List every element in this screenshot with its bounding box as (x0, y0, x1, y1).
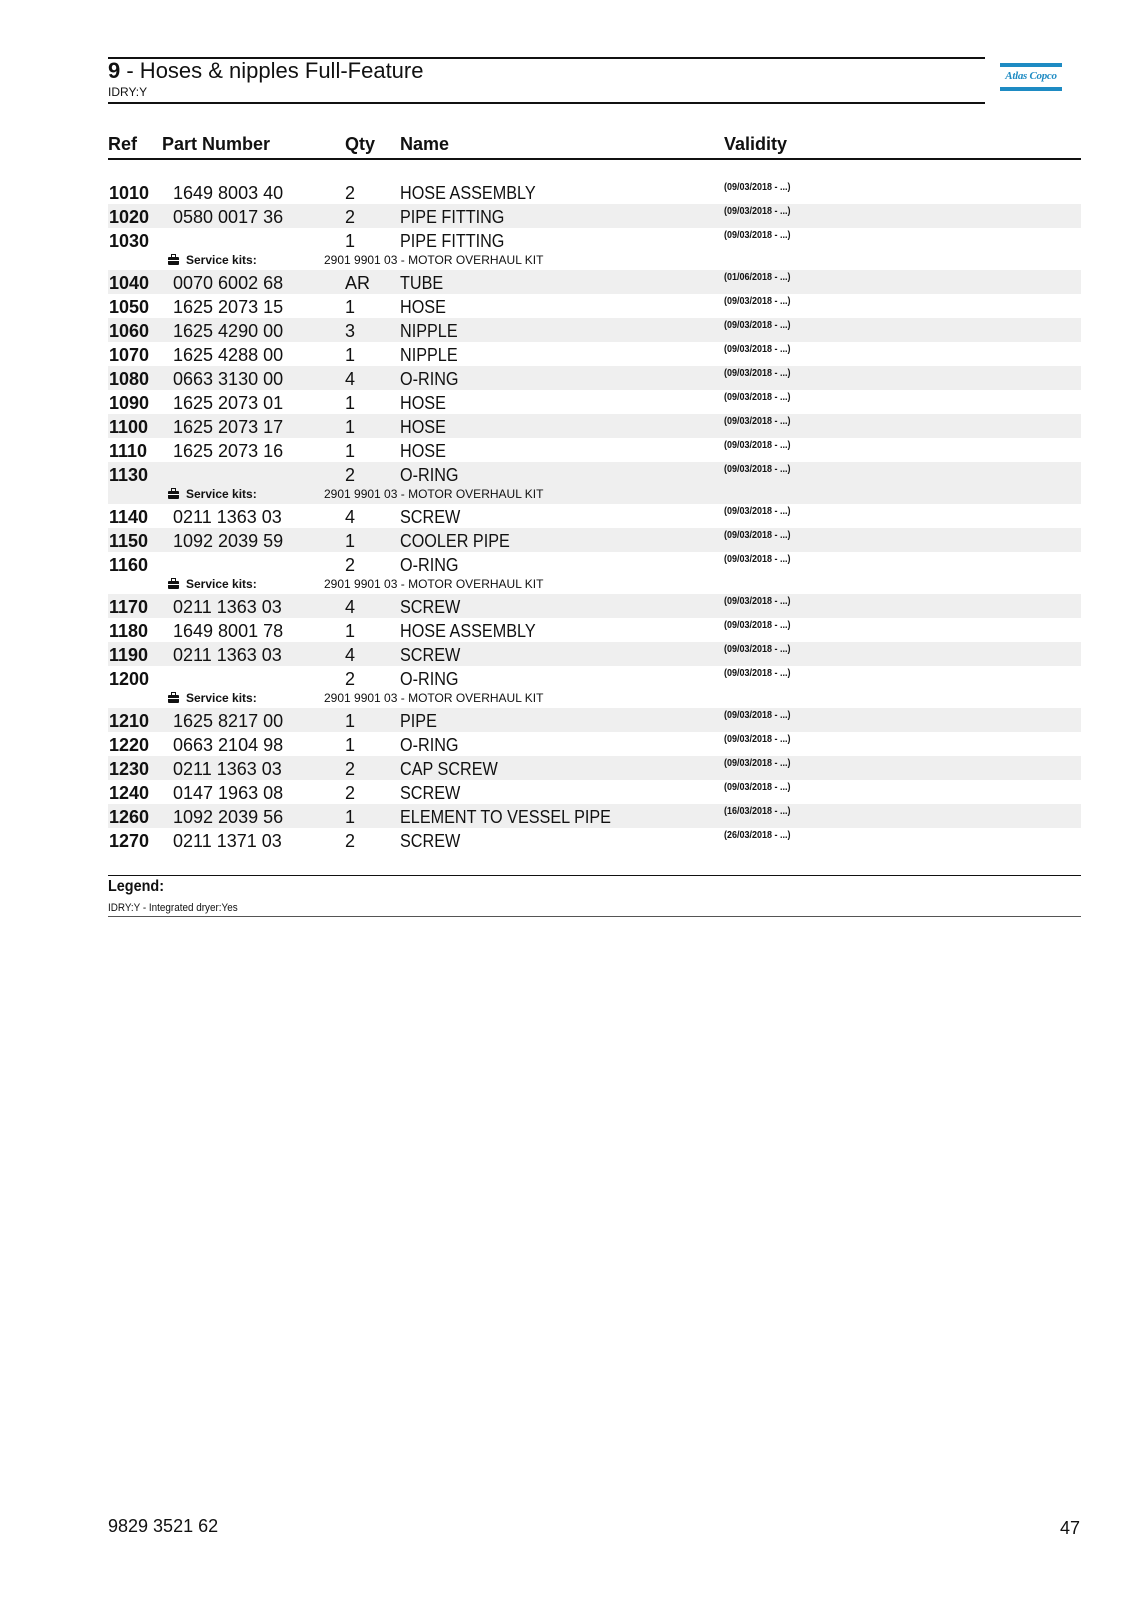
qty-cell: 1 (345, 735, 356, 755)
qty-cell: 1 (345, 531, 356, 551)
table-row (108, 528, 1081, 552)
table-row (108, 294, 1081, 318)
part-number-cell: 0211 1363 03 (173, 759, 282, 779)
parts-table-body (108, 180, 1081, 852)
ref-cell: 1040 (109, 273, 150, 293)
qty-cell: 1 (345, 711, 356, 731)
ref-cell: 1190 (109, 645, 149, 665)
part-number-cell: 0211 1363 03 (173, 645, 282, 665)
qty-cell: 2 (345, 555, 356, 575)
legend-title: Legend: (108, 878, 164, 895)
name-cell: SCREW (400, 831, 461, 851)
name-cell: HOSE (400, 297, 446, 317)
column-header-part-number: Part Number (162, 134, 271, 154)
name-cell: O-RING (400, 369, 459, 389)
ref-cell: 1080 (109, 369, 150, 389)
validity-cell: (09/03/2018 - ...) (724, 182, 791, 193)
name-cell: PIPE (400, 711, 437, 731)
column-header-name: Name (400, 134, 450, 154)
service-kits-label-text: Service kits: (186, 487, 257, 501)
name-cell: NIPPLE (400, 321, 458, 341)
logo-bottom-bar (1000, 87, 1062, 91)
qty-cell: 3 (345, 321, 356, 341)
part-number-cell: 0580 0017 36 (173, 207, 284, 227)
page-subtitle: IDRY:Y (108, 85, 148, 99)
part-number-cell: 1625 4288 00 (173, 345, 284, 365)
validity-cell: (09/03/2018 - ...) (724, 506, 791, 517)
table-bottom-rule (108, 875, 1081, 876)
part-number-cell: 1649 8001 78 (173, 621, 284, 641)
validity-cell: (09/03/2018 - ...) (724, 440, 791, 451)
ref-cell: 1270 (109, 831, 150, 851)
service-kit-link[interactable]: 2901 9901 03 - MOTOR OVERHAUL KIT (324, 691, 544, 705)
ref-cell: 1240 (109, 783, 150, 803)
part-number-cell: 0211 1371 03 (173, 831, 282, 851)
validity-cell: (09/03/2018 - ...) (724, 344, 791, 355)
validity-cell: (09/03/2018 - ...) (724, 620, 791, 631)
validity-cell: (09/03/2018 - ...) (724, 554, 791, 565)
validity-cell: (09/03/2018 - ...) (724, 596, 791, 607)
validity-cell: (09/03/2018 - ...) (724, 206, 791, 217)
column-header-validity: Validity (724, 134, 788, 154)
ref-cell: 1180 (109, 621, 149, 641)
service-kits-label (168, 253, 257, 267)
table-row (108, 414, 1081, 438)
ref-cell: 1160 (109, 555, 149, 575)
table-row (108, 390, 1081, 414)
table-row (108, 804, 1081, 828)
name-cell: SCREW (400, 645, 461, 665)
table-row (108, 594, 1081, 618)
validity-cell: (09/03/2018 - ...) (724, 668, 791, 679)
table-row (108, 780, 1081, 804)
table-header (0, 134, 1131, 158)
name-cell: O-RING (400, 465, 459, 485)
section-number: 9 (108, 58, 121, 83)
qty-cell: AR (345, 273, 371, 293)
validity-cell: (09/03/2018 - ...) (724, 758, 791, 769)
part-number-cell: 1625 4290 00 (173, 321, 284, 341)
part-number-cell: 1625 2073 01 (173, 393, 284, 413)
page-title (108, 58, 423, 84)
ref-cell: 1230 (109, 759, 150, 779)
validity-cell: (26/03/2018 - ...) (724, 830, 791, 841)
validity-cell: (09/03/2018 - ...) (724, 230, 791, 241)
qty-cell: 2 (345, 831, 356, 851)
part-number-cell: 1092 2039 59 (173, 531, 284, 551)
table-row (108, 666, 1081, 708)
ref-cell: 1140 (109, 507, 149, 527)
logo-text: Atlas Copco (1005, 70, 1057, 82)
logo-top-bar (1000, 63, 1062, 67)
name-cell: PIPE FITTING (400, 207, 505, 227)
ref-cell: 1090 (109, 393, 150, 413)
table-row (108, 828, 1081, 852)
qty-cell: 1 (345, 393, 356, 413)
name-cell: HOSE ASSEMBLY (400, 621, 536, 641)
header-bottom-rule (108, 102, 985, 104)
part-number-cell: 1625 2073 17 (173, 417, 284, 437)
validity-cell: (09/03/2018 - ...) (724, 782, 791, 793)
table-row (108, 642, 1081, 666)
table-row (108, 204, 1081, 228)
part-number-cell: 0147 1963 08 (173, 783, 284, 803)
name-cell: HOSE ASSEMBLY (400, 183, 536, 203)
ref-cell: 1130 (109, 465, 149, 485)
qty-cell: 4 (345, 369, 356, 389)
qty-cell: 4 (345, 645, 356, 665)
validity-cell: (09/03/2018 - ...) (724, 710, 791, 721)
name-cell: HOSE (400, 441, 446, 461)
ref-cell: 1110 (109, 441, 148, 461)
part-number-cell: 1625 2073 16 (173, 441, 284, 461)
validity-cell: (09/03/2018 - ...) (724, 644, 791, 655)
ref-cell: 1210 (109, 711, 150, 731)
qty-cell: 1 (345, 417, 356, 437)
qty-cell: 4 (345, 597, 356, 617)
validity-cell: (09/03/2018 - ...) (724, 392, 791, 403)
validity-cell: (16/03/2018 - ...) (724, 806, 791, 817)
name-cell: HOSE (400, 417, 446, 437)
column-header-qty: Qty (345, 134, 376, 154)
table-row (108, 342, 1081, 366)
validity-cell: (09/03/2018 - ...) (724, 530, 791, 541)
ref-cell: 1220 (109, 735, 150, 755)
name-cell: CAP SCREW (400, 759, 498, 779)
ref-cell: 1050 (109, 297, 150, 317)
part-number-cell: 1649 8003 40 (173, 183, 284, 203)
table-row (108, 180, 1081, 204)
legend-rule (108, 916, 1081, 917)
part-number-cell: 0070 6002 68 (173, 273, 284, 293)
ref-cell: 1060 (109, 321, 150, 341)
section-title: - Hoses & nipples Full-Feature (120, 58, 424, 83)
service-kit-link[interactable]: 2901 9901 03 - MOTOR OVERHAUL KIT (324, 253, 544, 267)
part-number-cell: 0211 1363 03 (173, 597, 282, 617)
table-row (108, 270, 1081, 294)
validity-cell: (01/06/2018 - ...) (724, 272, 791, 283)
name-cell: ELEMENT TO VESSEL PIPE (400, 807, 611, 827)
validity-cell: (09/03/2018 - ...) (724, 368, 791, 379)
service-kit-link[interactable]: 2901 9901 03 - MOTOR OVERHAUL KIT (324, 487, 544, 501)
toolbox-icon (168, 581, 179, 589)
qty-cell: 2 (345, 207, 356, 227)
validity-cell: (09/03/2018 - ...) (724, 734, 791, 745)
name-cell: HOSE (400, 393, 446, 413)
table-row (108, 708, 1081, 732)
table-row (108, 618, 1081, 642)
qty-cell: 2 (345, 669, 356, 689)
validity-cell: (09/03/2018 - ...) (724, 464, 791, 475)
name-cell: O-RING (400, 735, 459, 755)
part-number-cell: 0663 2104 98 (173, 735, 284, 755)
table-row (108, 756, 1081, 780)
ref-cell: 1170 (109, 597, 149, 617)
qty-cell: 1 (345, 621, 356, 641)
qty-cell: 1 (345, 231, 356, 251)
table-header-rule (108, 158, 1081, 160)
service-kits-label-text: Service kits: (186, 577, 257, 591)
service-kits-label (168, 577, 257, 591)
name-cell: O-RING (400, 555, 459, 575)
name-cell: COOLER PIPE (400, 531, 510, 551)
qty-cell: 1 (345, 807, 356, 827)
table-row (108, 228, 1081, 270)
qty-cell: 1 (345, 441, 356, 461)
qty-cell: 2 (345, 183, 356, 203)
ref-cell: 1020 (109, 207, 150, 227)
qty-cell: 2 (345, 759, 356, 779)
qty-cell: 2 (345, 465, 356, 485)
table-row (108, 732, 1081, 756)
document-number: 9829 3521 62 (108, 1516, 219, 1536)
ref-cell: 1150 (109, 531, 149, 551)
name-cell: O-RING (400, 669, 459, 689)
toolbox-icon (168, 257, 179, 265)
ref-cell: 1200 (109, 669, 150, 689)
service-kits-label-text: Service kits: (186, 691, 257, 705)
part-number-cell: 1625 8217 00 (173, 711, 284, 731)
page-number: 47 (1060, 1518, 1081, 1538)
name-cell: TUBE (400, 273, 444, 293)
toolbox-icon (168, 491, 179, 499)
qty-cell: 4 (345, 507, 356, 527)
ref-cell: 1070 (109, 345, 150, 365)
service-kits-label (168, 487, 257, 501)
name-cell: NIPPLE (400, 345, 458, 365)
part-number-cell: 1092 2039 56 (173, 807, 284, 827)
name-cell: PIPE FITTING (400, 231, 505, 251)
qty-cell: 2 (345, 783, 356, 803)
ref-cell: 1010 (109, 183, 150, 203)
name-cell: SCREW (400, 597, 461, 617)
part-number-cell: 1625 2073 15 (173, 297, 284, 317)
service-kit-link[interactable]: 2901 9901 03 - MOTOR OVERHAUL KIT (324, 577, 544, 591)
qty-cell: 1 (345, 297, 356, 317)
ref-cell: 1100 (109, 417, 149, 437)
table-row (108, 438, 1081, 462)
table-row (108, 504, 1081, 528)
column-header-ref: Ref (108, 134, 138, 154)
service-kits-label-text: Service kits: (186, 253, 257, 267)
table-row (108, 366, 1081, 390)
table-row (108, 318, 1081, 342)
toolbox-icon (168, 695, 179, 703)
qty-cell: 1 (345, 345, 356, 365)
atlas-copco-logo (1000, 63, 1062, 93)
validity-cell: (09/03/2018 - ...) (724, 296, 791, 307)
name-cell: SCREW (400, 507, 461, 527)
table-row (108, 552, 1081, 594)
validity-cell: (09/03/2018 - ...) (724, 416, 791, 427)
legend-text: IDRY:Y - Integrated dryer:Yes (108, 902, 238, 914)
table-row (108, 462, 1081, 504)
name-cell: SCREW (400, 783, 461, 803)
ref-cell: 1260 (109, 807, 150, 827)
ref-cell: 1030 (109, 231, 150, 251)
validity-cell: (09/03/2018 - ...) (724, 320, 791, 331)
service-kits-label (168, 691, 257, 705)
part-number-cell: 0663 3130 00 (173, 369, 284, 389)
part-number-cell: 0211 1363 03 (173, 507, 282, 527)
